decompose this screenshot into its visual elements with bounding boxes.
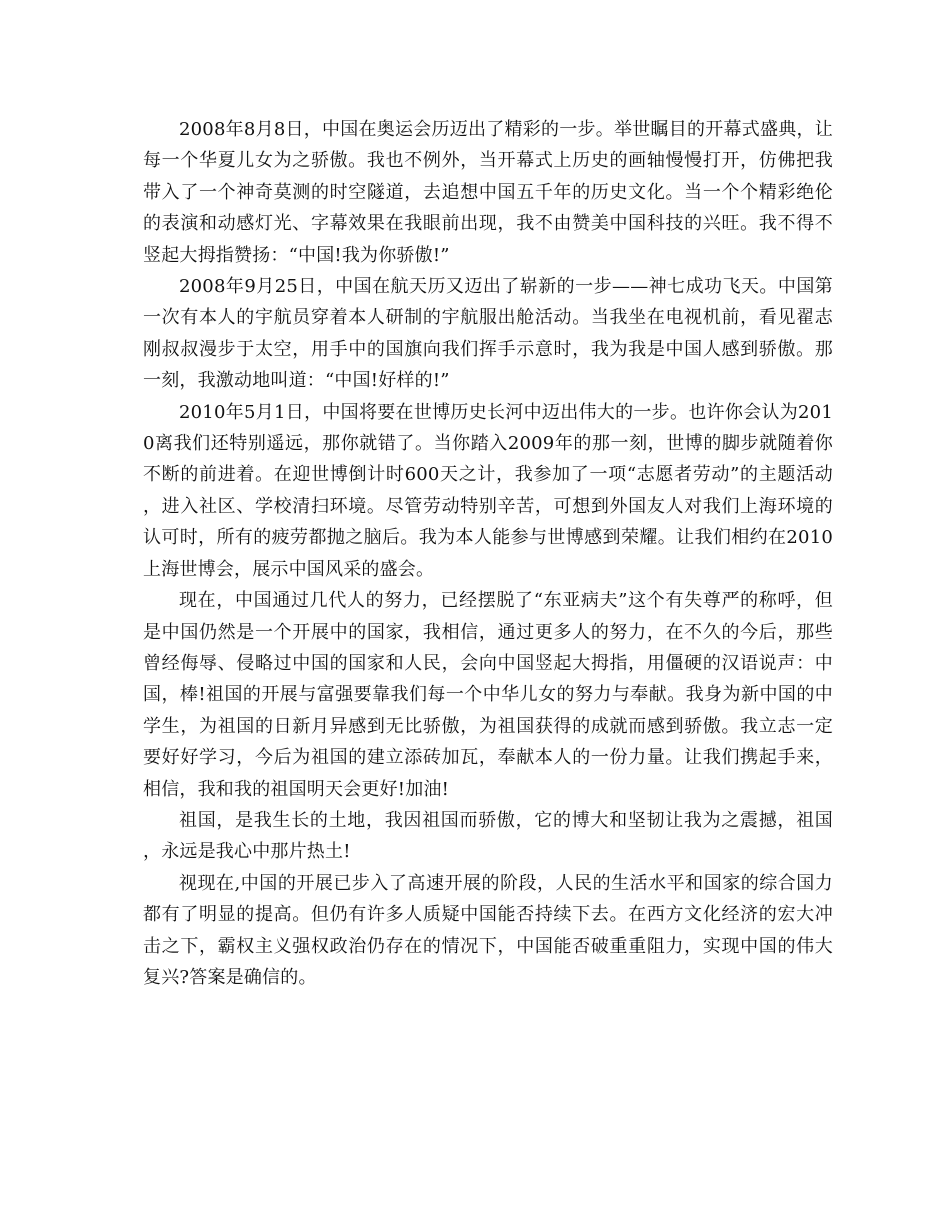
paragraph-motherland: 祖国，是我生长的土地，我因祖国而骄傲，它的博大和坚韧让我为之震撼，祖国，永远是我心中那片热土!	[143, 809, 833, 863]
paragraph-development: 现在，中国通过几代人的努力，已经摆脱了“东亚病夫”这个有失尊严的称呼，但是中国仍然是一个开展中的国家，我相信，通过更多人的努力，在不久的今后，那些曾经侮辱、侵略过中国的国家和人民，会向中国竖起大拇指，用僵硬的汉语说声：中国，棒!祖国的开展与富强要靠我们每一个中华儿女的努力与奉献。我身为新中国的中学生，为祖国的日新月异感到无比骄傲，为祖国获得的成就而感到骄傲。我立志一定要好好学习，今后为祖国的建立添砖加瓦，奉献本人的一份力量。让我们携起手来，相信，我和我的祖国明天会更好!加油!	[143, 590, 833, 800]
paragraph-shenzhou: 2008年9月25日，中国在航天历又迈出了崭新的一步——神七成功飞天。中国第一次有本人的宇航员穿着本人研制的宇航服出舱活动。当我坐在电视机前，看见翟志刚叔叔漫步于太空，用手中的国旗向我们挥手示意时，我为我是中国人感到骄傲。那一刻，我激动地叫道：“中国!好样的!”	[143, 276, 833, 392]
paragraph-olympics: 2008年8月8日，中国在奥运会历迈出了精彩的一步。举世瞩目的开幕式盛典，让每一个华夏儿女为之骄傲。我也不例外，当开幕式上历史的画轴慢慢打开，仿佛把我带入了一个神奇莫测的时空隧道，去追想中国五千年的历史文化。当一个个精彩绝伦的表演和动感灯光、字幕效果在我眼前出现，我不由赞美中国科技的兴旺。我不得不竖起大拇指赞扬：“中国!我为你骄傲!”	[143, 119, 833, 266]
document-page	[143, 114, 833, 993]
paragraph-revival: 视现在,中国的开展已步入了高速开展的阶段，人民的生活水平和国家的综合国力都有了明显的提高。但仍有许多人质疑中国能否持续下去。在西方文化经济的宏大冲击之下，霸权主义强权政治仍存在的情况下，中国能否破重重阻力，实现中国的伟大复兴?答案是确信的。	[143, 872, 833, 988]
paragraph-expo: 2010年5月1日，中国将要在世博历史长河中迈出伟大的一步。也许你会认为2010离我们还特别遥远，那你就错了。当你踏入2009年的那一刻，世博的脚步就随着你不断的前进着。在迎世博倒计时600天之计，我参加了一项“志愿者劳动”的主题活动，进入社区、学校清扫环境。尽管劳动特别辛苦，可想到外国友人对我们上海环境的认可时，所有的疲劳都抛之脑后。我为本人能参与世博感到荣耀。让我们相约在2010上海世博会，展示中国风采的盛会。	[143, 401, 833, 580]
